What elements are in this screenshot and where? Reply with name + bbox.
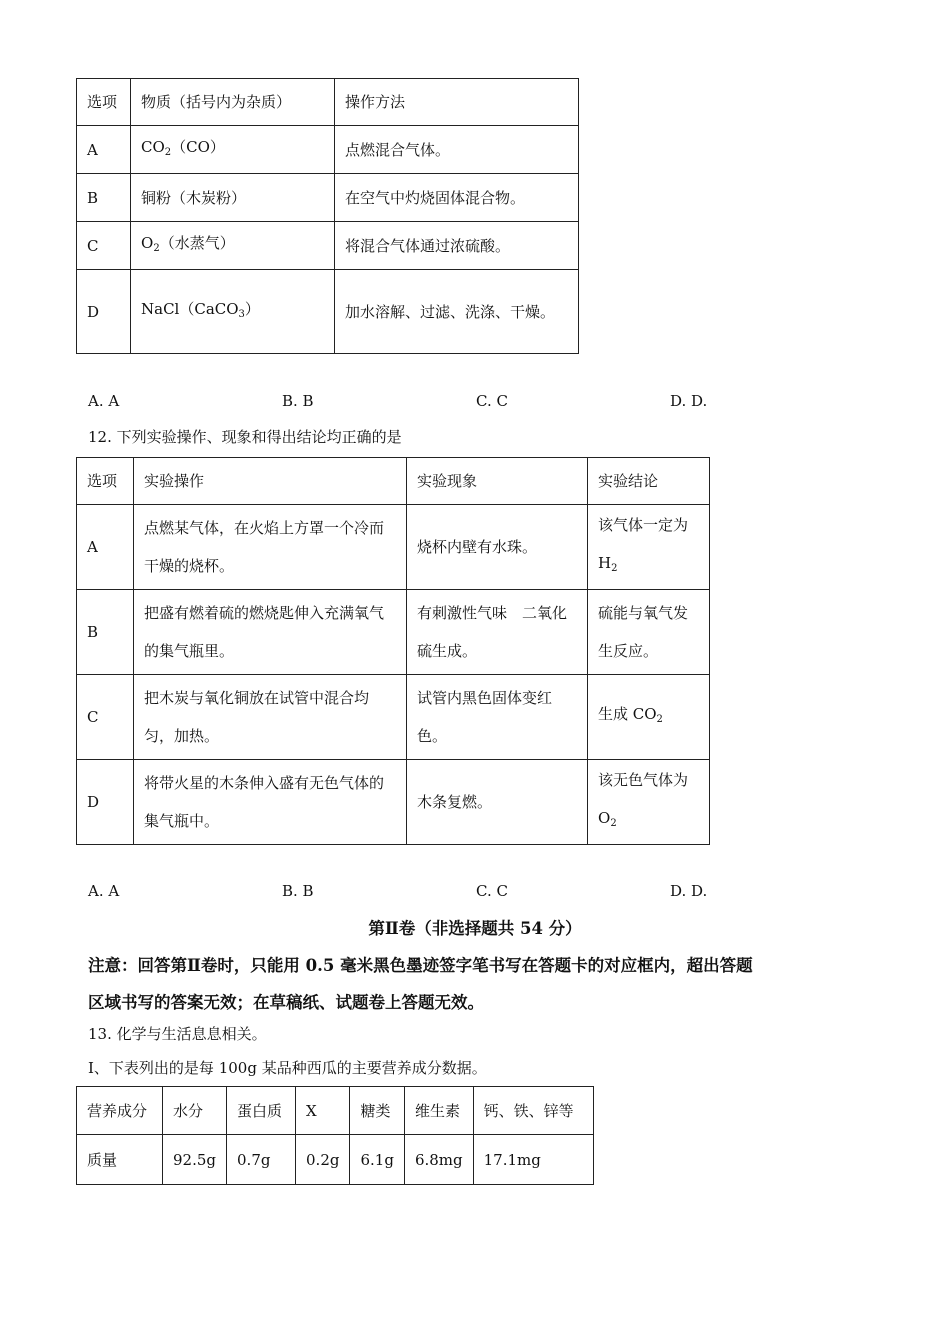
option-c: C. C <box>476 392 508 410</box>
conclusion-cell: 该气体一定为 $H_2$ <box>588 505 710 590</box>
operation-cell: 点燃某气体，在火焰上方罩一个冷而干燥的烧杯。 <box>134 505 407 590</box>
q12-table <box>76 457 710 845</box>
substance-cell: $CO_2(CO)$ <box>131 126 335 174</box>
substance-cell: 铜粉（木炭粉） <box>131 174 335 222</box>
q11-table <box>76 78 579 354</box>
phenomenon-cell: 木条复燃。 <box>407 760 588 845</box>
value-cell: 6.1g <box>350 1135 404 1185</box>
option-cell: D <box>77 270 131 354</box>
table-header-row <box>77 458 710 505</box>
table-row <box>77 675 710 760</box>
header-cell: 实验操作 <box>134 458 407 505</box>
operation-cell: 把木炭与氧化铜放在试管中混合均匀，加热。 <box>134 675 407 760</box>
option-cell: A <box>77 126 131 174</box>
question-13: 13. 化学与生活息息相关。 <box>88 1025 267 1043</box>
question-12: 12. 下列实验操作、现象和得出结论均正确的是 <box>88 428 402 446</box>
value-cell: 6.8mg <box>404 1135 473 1185</box>
table-header-row <box>77 79 579 126</box>
header-cell: 操作方法 <box>335 79 579 126</box>
q13-table <box>76 1086 594 1185</box>
value-cell: 17.1mg <box>473 1135 593 1185</box>
option-b: B. B <box>282 882 314 900</box>
operation-cell: 将带火星的木条伸入盛有无色气体的集气瓶中。 <box>134 760 407 845</box>
option-d: D. D. <box>670 882 708 900</box>
header-cell: 水分 <box>163 1087 227 1135</box>
option-cell: B <box>77 174 131 222</box>
question-13-part-1: Ⅰ、下表列出的是每 100g 某品种西瓜的主要营养成分数据。 <box>88 1059 487 1077</box>
table-row <box>77 126 579 174</box>
header-cell: 蛋白质 <box>227 1087 296 1135</box>
value-cell: 0.2g <box>296 1135 350 1185</box>
method-cell: 点燃混合气体。 <box>335 126 579 174</box>
q11-options <box>88 392 728 414</box>
option-c: C. C <box>476 882 508 900</box>
header-cell: 维生素 <box>404 1087 473 1135</box>
header-cell: 物质（括号内为杂质） <box>131 79 335 126</box>
option-d: D. D. <box>670 392 708 410</box>
phenomenon-cell: 试管内黑色固体变红色。 <box>407 675 588 760</box>
operation-cell: 把盛有燃着硫的燃烧匙伸入充满氧气的集气瓶里。 <box>134 590 407 675</box>
table-row <box>77 1135 594 1185</box>
method-cell: 将混合气体通过浓硫酸。 <box>335 222 579 270</box>
table-row <box>77 760 710 845</box>
header-cell: 实验现象 <box>407 458 588 505</box>
method-cell: 在空气中灼烧固体混合物。 <box>335 174 579 222</box>
phenomenon-cell: 烧杯内壁有水珠。 <box>407 505 588 590</box>
table-row <box>77 270 579 354</box>
option-a: A. A <box>88 392 120 410</box>
option-cell: C <box>77 675 134 760</box>
table-row <box>77 222 579 270</box>
option-b: B. B <box>282 392 314 410</box>
option-cell: D <box>77 760 134 845</box>
value-cell: 质量 <box>77 1135 163 1185</box>
conclusion-cell: 该无色气体为 $O_2$ <box>588 760 710 845</box>
table-row <box>77 174 579 222</box>
table-header-row <box>77 1087 594 1135</box>
conclusion-cell: 生成 $CO_2$ <box>588 675 710 760</box>
header-cell: 选项 <box>77 79 131 126</box>
table-row <box>77 590 710 675</box>
option-cell: B <box>77 590 134 675</box>
substance-cell: $O_2$（水蒸气） <box>131 222 335 270</box>
option-cell: C <box>77 222 131 270</box>
value-cell: 0.7g <box>227 1135 296 1185</box>
phenomenon-cell: 有刺激性气味 二氧化硫生成。 <box>407 590 588 675</box>
substance-cell: NaCl（CaCO$_3$） <box>131 270 335 354</box>
method-cell: 加水溶解、过滤、洗涤、干燥。 <box>335 270 579 354</box>
section-title: 第Ⅱ卷（非选择题共 54 分） <box>368 919 582 938</box>
header-cell: 实验结论 <box>588 458 710 505</box>
notice-line-2: 区域书写的答案无效；在草稿纸、试题卷上答题无效。 <box>88 993 484 1012</box>
header-cell: 营养成分 <box>77 1087 163 1135</box>
value-cell: 92.5g <box>163 1135 227 1185</box>
header-cell: X <box>296 1087 350 1135</box>
header-cell: 糖类 <box>350 1087 404 1135</box>
header-cell: 钙、铁、锌等 <box>473 1087 593 1135</box>
notice-line-1: 注意：回答第Ⅱ卷时，只能用 0.5 毫米黑色墨迹签字笔书写在答题卡的对应框内，超出答题 <box>88 956 753 975</box>
table-row <box>77 505 710 590</box>
q12-options <box>88 882 728 904</box>
option-cell: A <box>77 505 134 590</box>
option-a: A. A <box>88 882 120 900</box>
header-cell: 选项 <box>77 458 134 505</box>
conclusion-cell: 硫能与氧气发生反应。 <box>588 590 710 675</box>
